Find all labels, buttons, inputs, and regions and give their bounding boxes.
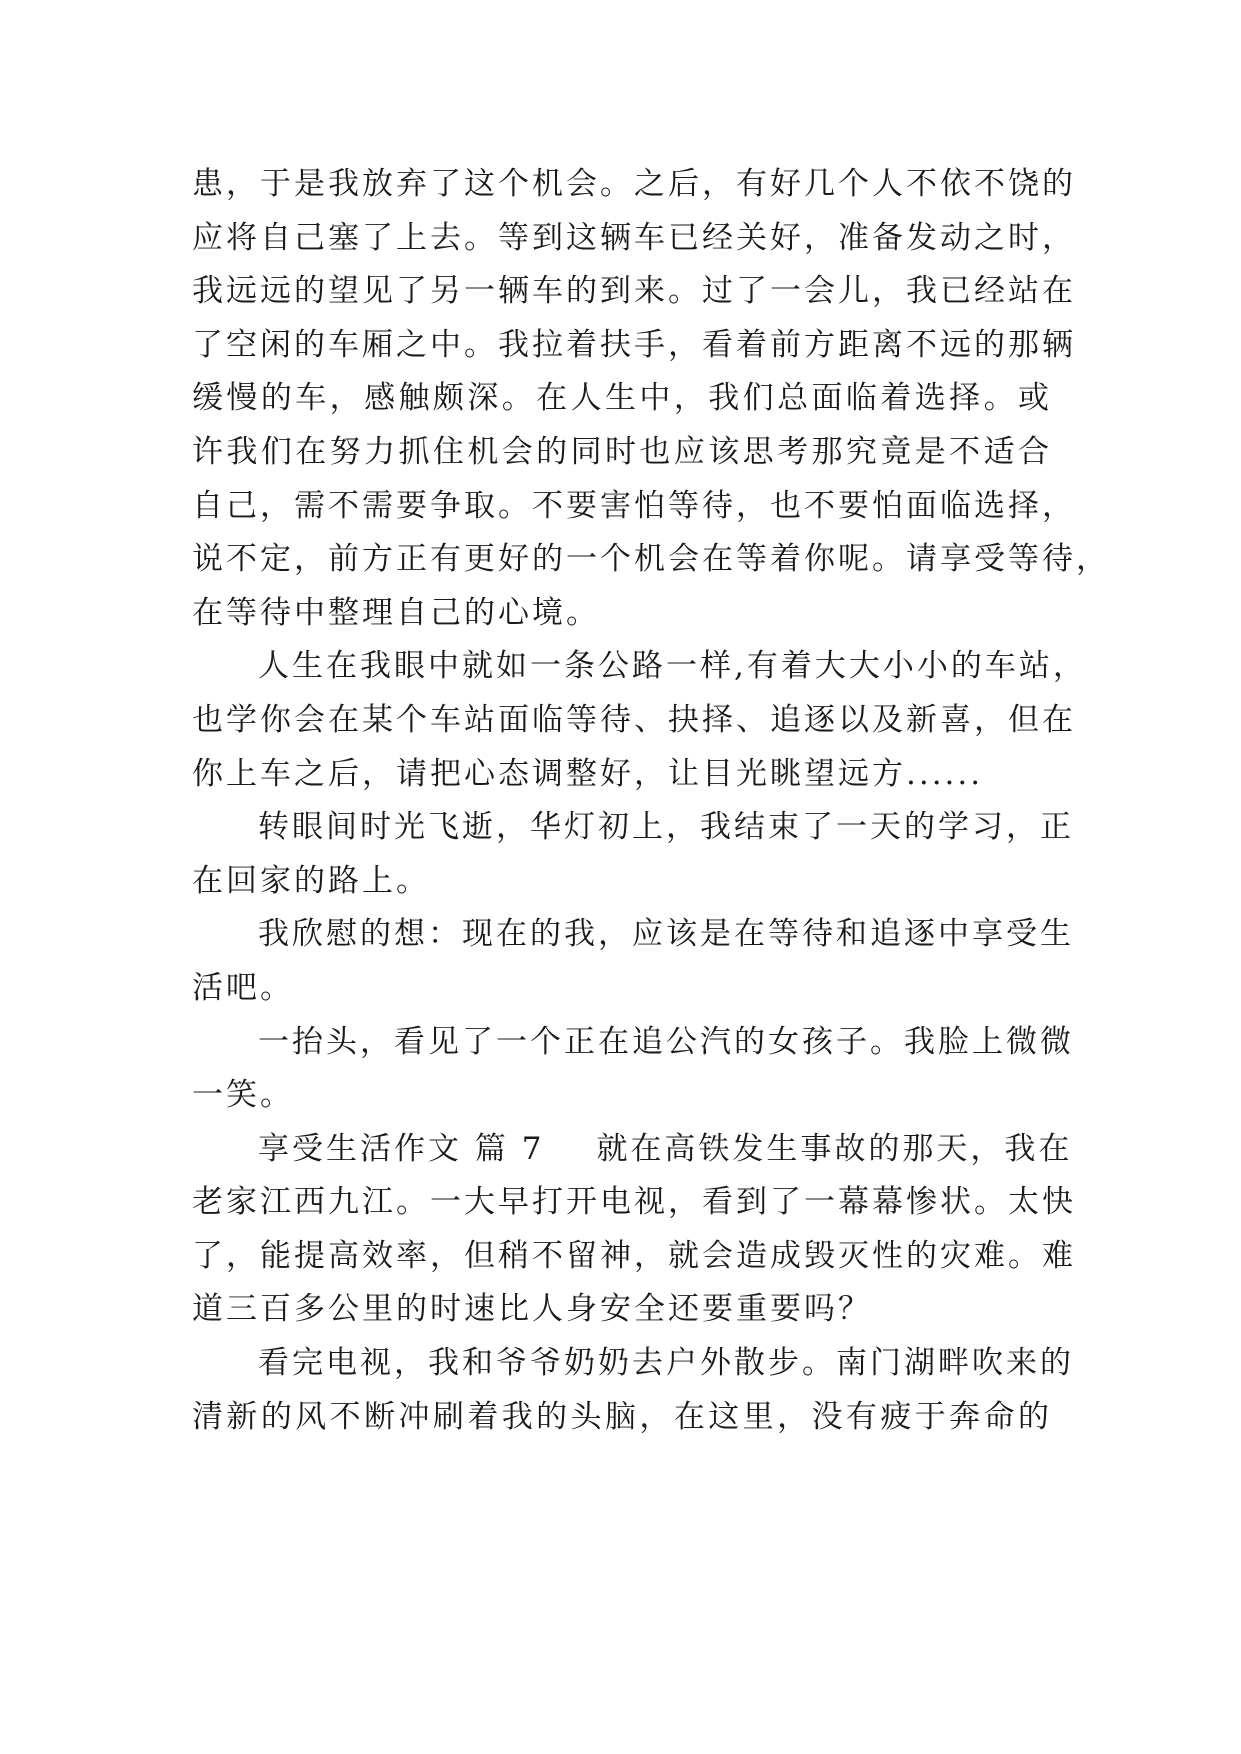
text-line: 了空闲的车厢之中。我拉着扶手，看着前方距离不远的那辆 — [192, 326, 1076, 363]
text-line: 许我们在努力抓住机会的同时也应该思考那究竟是不适合 — [192, 433, 1052, 470]
text-line: 道三百多公里的时速比人身安全还要重要吗？ — [192, 1291, 872, 1328]
text-line-rest: 就在高铁发生事故的那天，我在 — [596, 1130, 1073, 1167]
text-line: 看完电视，我和爷爷奶奶去户外散步。南门湖畔吹来的 — [258, 1345, 1074, 1382]
text-line: 活吧。 — [192, 969, 294, 1006]
text-line: 应将自己塞了上去。等到这辆车已经关好，准备发动之时， — [192, 219, 1076, 256]
section-heading: 享受生活作文 篇 7 — [258, 1130, 545, 1167]
text-line: 说不定，前方正有更好的一个机会在等着你呢。请享受等待， — [192, 541, 1110, 578]
document-body — [192, 158, 1110, 1444]
text-line — [192, 1123, 1073, 1177]
text-line: 在回家的路上。 — [192, 862, 430, 899]
text-line: 一抬头，看见了一个正在追公汽的女孩子。我脸上微微 — [258, 1023, 1074, 1060]
text-line: 自己，需不需要争取。不要害怕等待，也不要怕面临选择， — [192, 487, 1076, 524]
text-line: 了，能提高效率，但稍不留神，就会造成毁灭性的灾难。难 — [192, 1237, 1076, 1274]
text-line: 我远远的望见了另一辆车的到来。过了一会儿，我已经站在 — [192, 273, 1076, 310]
text-line: 转眼间时光飞逝，华灯初上，我结束了一天的学习，正 — [258, 809, 1074, 846]
text-line: 清新的风不断冲刷着我的头脑，在这里，没有疲于奔命的 — [192, 1398, 1052, 1435]
text-line: 老家江西九江。一大早打开电视，看到了一幕幕惨状。太快 — [192, 1184, 1076, 1221]
text-line: 患，于是我放弃了这个机会。之后，有好几个人不依不饶的 — [192, 166, 1076, 202]
text-line: 我欣慰的想：现在的我，应该是在等待和追逐中享受生 — [258, 916, 1074, 953]
text-line: 人生在我眼中就如一条公路一样,有着大大小小的车站， — [258, 648, 1087, 685]
text-line: 缓慢的车，感触颇深。在人生中，我们总面临着选择。或 — [192, 380, 1052, 417]
text-line: 在等待中整理自己的心境。 — [192, 594, 600, 631]
text-line: 也学你会在某个车站面临等待、抉择、追逐以及新喜，但在 — [192, 701, 1076, 738]
text-line: 一笑。 — [192, 1077, 294, 1114]
text-line: 你上车之后，请把心态调整好，让目光眺望远方...... — [192, 755, 984, 792]
